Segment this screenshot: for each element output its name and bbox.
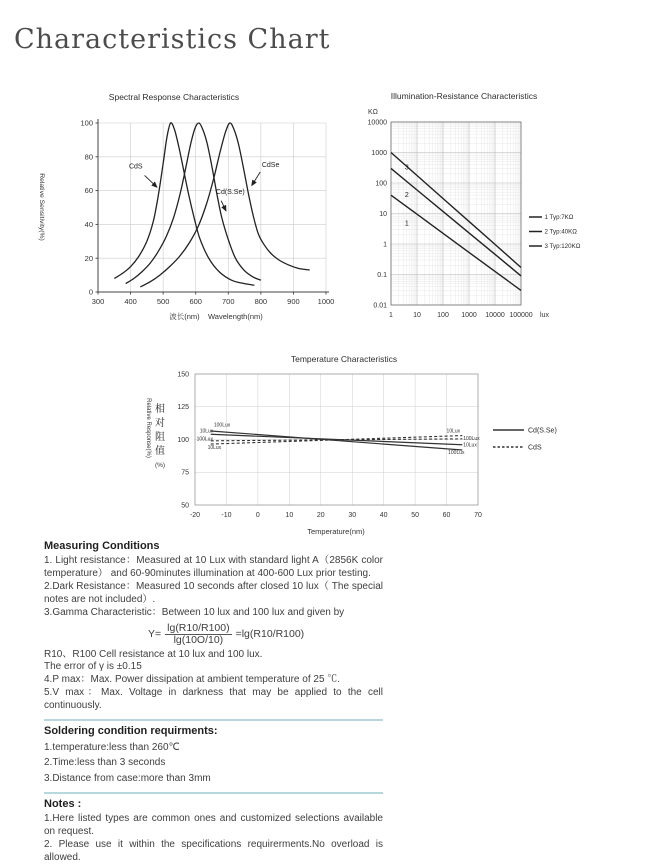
x-tick-label: 400 xyxy=(124,297,137,306)
x-tick-label: 10 xyxy=(285,512,294,519)
y-tick-label: 100 xyxy=(177,436,189,444)
spectral-response-chart xyxy=(28,86,348,345)
section-divider xyxy=(44,792,383,794)
spectral-chart-svg xyxy=(28,86,348,340)
y-axis-label-cn: 相 xyxy=(155,404,165,415)
y-axis-label-cn: 对 xyxy=(155,418,165,429)
x-tick-label: 40 xyxy=(379,512,388,519)
formula-denominator: lg(10O/10) xyxy=(173,634,224,647)
section-divider xyxy=(44,719,383,721)
line-number-label: 2 xyxy=(404,191,409,199)
y-axis-label-cn: 值 xyxy=(155,446,165,457)
legend-label: Cd(S.Se) xyxy=(528,427,557,435)
x-tick-label: 900 xyxy=(287,297,300,306)
x-axis-label: 波长(nm) Wavelength(nm) xyxy=(169,312,263,321)
measuring-item-1: 1. Light resistance：Measured at 10 Lux with standard light A（2856K color temperature） and 60-90minutes illumination at 400-600 Lux prior testing. xyxy=(44,555,383,579)
soldering-item-1: 1.temperature:less than 260℃ xyxy=(44,742,180,754)
temperature-characteristics-chart xyxy=(138,350,568,555)
y-tick-label: 75 xyxy=(181,469,189,477)
formula-rhs: =lg(R10/R100) xyxy=(235,628,305,641)
x-unit-label: lux xyxy=(540,312,549,319)
illumination-resistance-chart xyxy=(345,86,665,345)
chart-title: Temperature Characteristics xyxy=(290,354,398,364)
measuring-conditions-section xyxy=(44,540,383,713)
y-tick-label: 40 xyxy=(84,220,93,229)
lux-annotation: 10Lux xyxy=(207,445,222,452)
measuring-item-2: 2.Dark Resistance：Measured 10 seconds after closed 10 lux（ The special notes are not included）. xyxy=(44,580,383,605)
lux-annotation: 10Lux xyxy=(199,428,214,435)
chart-title: Illumination-Resistance Characteristics xyxy=(390,91,538,101)
soldering-heading: Soldering condition requirments: xyxy=(44,725,218,738)
y-tick-label: 150 xyxy=(177,371,189,379)
x-tick-label: 20 xyxy=(316,512,325,519)
x-tick-label: 60 xyxy=(442,512,451,519)
formula-numerator: lg(R10/R100) xyxy=(167,621,230,634)
y-tick-label: 20 xyxy=(84,253,93,263)
line-number-label: 1 xyxy=(404,220,409,228)
chart-title: Spectral Response Characteristics xyxy=(108,92,240,102)
curve-label-arrow xyxy=(221,201,226,211)
x-tick-label: 800 xyxy=(254,297,268,306)
y-axis-label: Relative Sensitivity(%) xyxy=(38,173,45,241)
notes-item-2: 2. Please use it within the specifications requirerments.No overload is allowed. xyxy=(44,839,383,863)
x-tick-label: 100 xyxy=(437,312,449,319)
curve-label: CdS xyxy=(128,163,143,171)
x-tick-label: 600 xyxy=(189,297,202,306)
lux-annotation: 100Lux xyxy=(213,422,231,429)
measuring-item-3: 3.Gamma Characteristic：Between 10 lux and 100 lux and given by xyxy=(44,606,345,618)
y-tick-label: 1 xyxy=(383,241,387,249)
y-tick-label: 0.01 xyxy=(373,302,387,310)
formula-fraction xyxy=(165,623,231,647)
y-axis-label-en: Relative Response(%) xyxy=(145,398,151,458)
y-tick-label: 1000 xyxy=(371,149,387,157)
lux-annotation: 10Lux xyxy=(463,442,477,449)
x-tick-label: 1000 xyxy=(461,312,477,319)
x-tick-label: 0 xyxy=(255,512,260,519)
formula-lhs: Y= xyxy=(148,628,162,641)
y-tick-label: 125 xyxy=(177,404,189,412)
legend-label: CdS xyxy=(528,444,542,452)
x-tick-label: 30 xyxy=(348,512,357,519)
y-tick-label: 10000 xyxy=(367,119,387,127)
x-tick-label: 500 xyxy=(156,297,170,306)
illumination-chart-svg xyxy=(345,86,665,340)
x-tick-label: 1 xyxy=(389,312,393,319)
temperature-chart-svg xyxy=(138,350,568,550)
x-tick-label: 70 xyxy=(474,512,482,519)
soldering-item-2: 2.Time:less than 3 seconds xyxy=(44,757,166,769)
notes-heading: Notes : xyxy=(44,798,82,811)
curve-label: Cd(S.Se) xyxy=(215,188,245,196)
y-unit-label: KΩ xyxy=(368,109,378,116)
curve-Cd(S.Se) xyxy=(126,123,261,284)
x-tick-label: 10000 xyxy=(485,312,505,319)
y-tick-label: 0.1 xyxy=(377,271,387,279)
lux-annotation: 100Lux xyxy=(196,436,213,443)
lux-annotation: 10Lux xyxy=(446,428,461,435)
x-tick-label: 300 xyxy=(91,297,105,306)
x-tick-label: -20 xyxy=(189,512,201,519)
gamma-formula xyxy=(148,623,383,647)
curve-label-arrow xyxy=(252,172,260,186)
x-axis-label: Temperature(nm) xyxy=(307,527,365,536)
x-tick-label: -10 xyxy=(221,512,232,519)
notes-section xyxy=(44,798,383,865)
soldering-item-3: 3.Distance from case:more than 3mm xyxy=(44,772,211,784)
y-tick-label: 100 xyxy=(375,180,387,188)
x-tick-label: 10 xyxy=(413,312,421,319)
y-tick-label: 10 xyxy=(379,210,387,218)
notes-item-1: 1.Here listed types are common ones and customized selections available on request. xyxy=(44,813,383,838)
lux-annotation: 100Lux xyxy=(463,436,480,443)
x-tick-label: 50 xyxy=(411,512,420,519)
curve-label-arrow xyxy=(145,175,157,187)
y-tick-label: 100 xyxy=(80,118,93,128)
curve-label: CdSe xyxy=(261,161,280,169)
x-tick-label: 1000 xyxy=(317,297,335,306)
curve-CdS xyxy=(114,123,254,285)
y-axis-label-cn: 阻 xyxy=(155,432,165,443)
legend-label: 2 Typ:40KΩ xyxy=(544,228,577,236)
y-axis-label-cn-unit: (%) xyxy=(154,462,166,469)
y-tick-label: 50 xyxy=(181,502,189,510)
measuring-item-5: 5.V max：Max. Voltage in darkness that may be applied to the cell continuously. xyxy=(44,687,383,712)
y-tick-label: 60 xyxy=(84,186,93,196)
legend-label: 1 Typ:7KΩ xyxy=(544,214,574,222)
measuring-conditions-heading: Measuring Conditions xyxy=(44,540,160,552)
lux-annotation: 100Lux xyxy=(448,449,465,456)
measuring-note-gamma-error: The error of γ is ±0.15 xyxy=(44,661,142,673)
y-tick-label: 80 xyxy=(84,152,93,162)
line-number-label: 3 xyxy=(404,164,409,172)
x-tick-label: 100000 xyxy=(509,312,533,319)
y-tick-label: 0 xyxy=(88,287,93,297)
x-tick-label: 700 xyxy=(222,297,235,306)
legend-label: 3 Typ:120KΩ xyxy=(544,243,581,251)
text-sections xyxy=(44,540,383,865)
measuring-note-r10: R10、R100 Cell resistance at 10 lux and 100 lux. xyxy=(44,648,263,660)
soldering-section xyxy=(44,725,383,786)
measuring-item-4: 4.P max：Max. Power dissipation at ambient temperature of 25 ℃. xyxy=(44,674,341,686)
page-title: Characteristics Chart xyxy=(14,24,331,55)
